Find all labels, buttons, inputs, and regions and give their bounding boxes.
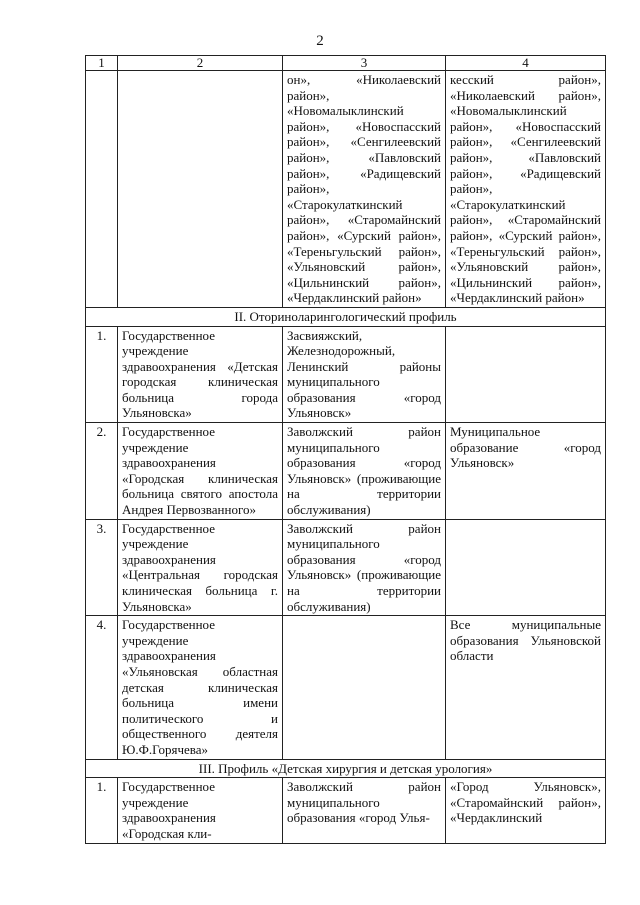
organization-cell: Государственное учреждение здравоохранения «Городская клиническая больница святого апостола Андрея Первозванного»: [118, 423, 283, 520]
document-table: [85, 55, 606, 844]
service-area-cell: Заволжский район муниципального образования «город Улья-: [283, 778, 446, 843]
organization-cell: Государственное учреждение здравоохранения «Ульяновская областная детская клиническая больница имени политического и общественного деятеля Ю.Ф.Горячева»: [118, 616, 283, 759]
additional-area-cell: [446, 326, 606, 423]
continuation-cell-col4: кесский район», «Николаевский район», «Новомалыклинский район», «Новоспасский район», «Сенгилеевский район», «Павловский район», «Радищевский район», «Старокулаткинский район», «Старомайнский район», «Сурский район», «Тереньгульский район», «Ульяновский район», «Цильнинский район», «Чердаклинский район»: [446, 71, 606, 308]
table-row: [86, 616, 606, 759]
row-number: 2.: [86, 423, 118, 520]
column-header-1: 1: [86, 56, 118, 71]
column-header-3: 3: [283, 56, 446, 71]
table-row: [86, 519, 606, 616]
table-header-row: [86, 56, 606, 71]
table-row: [86, 71, 606, 308]
row-number: 3.: [86, 519, 118, 616]
organization-cell: Государственное учреждение здравоохранения «Детская городская клиническая больница города Ульяновска»: [118, 326, 283, 423]
section-title: III. Профиль «Детская хирургия и детская урология»: [86, 759, 606, 778]
row-number: 1.: [86, 326, 118, 423]
column-header-2: 2: [118, 56, 283, 71]
table-row: [86, 778, 606, 843]
row-number: 1.: [86, 778, 118, 843]
service-area-cell: Заволжский район муниципального образования «город Ульяновск» (проживающие на территории обслуживания): [283, 519, 446, 616]
service-area-cell: Засвияжский, Железнодорожный, Ленинский районы муниципального образования «город Ульяновск»: [283, 326, 446, 423]
additional-area-cell: «Город Ульяновск», «Старомайнский район», «Чердаклинский: [446, 778, 606, 843]
continuation-cell-col3: он», «Николаевский район», «Новомалыклинский район», «Новоспасский район», «Сенгилеевский район», «Павловский район», «Радищевский район», «Старокулаткинский район», «Старомайнский район», «Сурский район», «Тереньгульский район», «Ульяновский район», «Цильнинский район», «Чердаклинский район»: [283, 71, 446, 308]
section-header-row: [86, 307, 606, 326]
additional-area-cell: Муниципальное образование «город Ульяновск»: [446, 423, 606, 520]
additional-area-cell: [446, 519, 606, 616]
additional-area-cell: Все муниципальные образования Ульяновской области: [446, 616, 606, 759]
table-row: [86, 326, 606, 423]
service-area-cell: Заволжский район муниципального образования «город Ульяновск» (проживающие на территории обслуживания): [283, 423, 446, 520]
table-row: [86, 423, 606, 520]
row-number: 4.: [86, 616, 118, 759]
organization-cell: Государственное учреждение здравоохранения «Центральная городская клиническая больница г. Ульяновска»: [118, 519, 283, 616]
section-title: II. Оториноларингологический профиль: [86, 307, 606, 326]
section-header-row: [86, 759, 606, 778]
column-header-4: 4: [446, 56, 606, 71]
page-number: 2: [316, 33, 324, 49]
service-area-cell: [283, 616, 446, 759]
organization-cell: Государственное учреждение здравоохранения «Городская кли-: [118, 778, 283, 843]
